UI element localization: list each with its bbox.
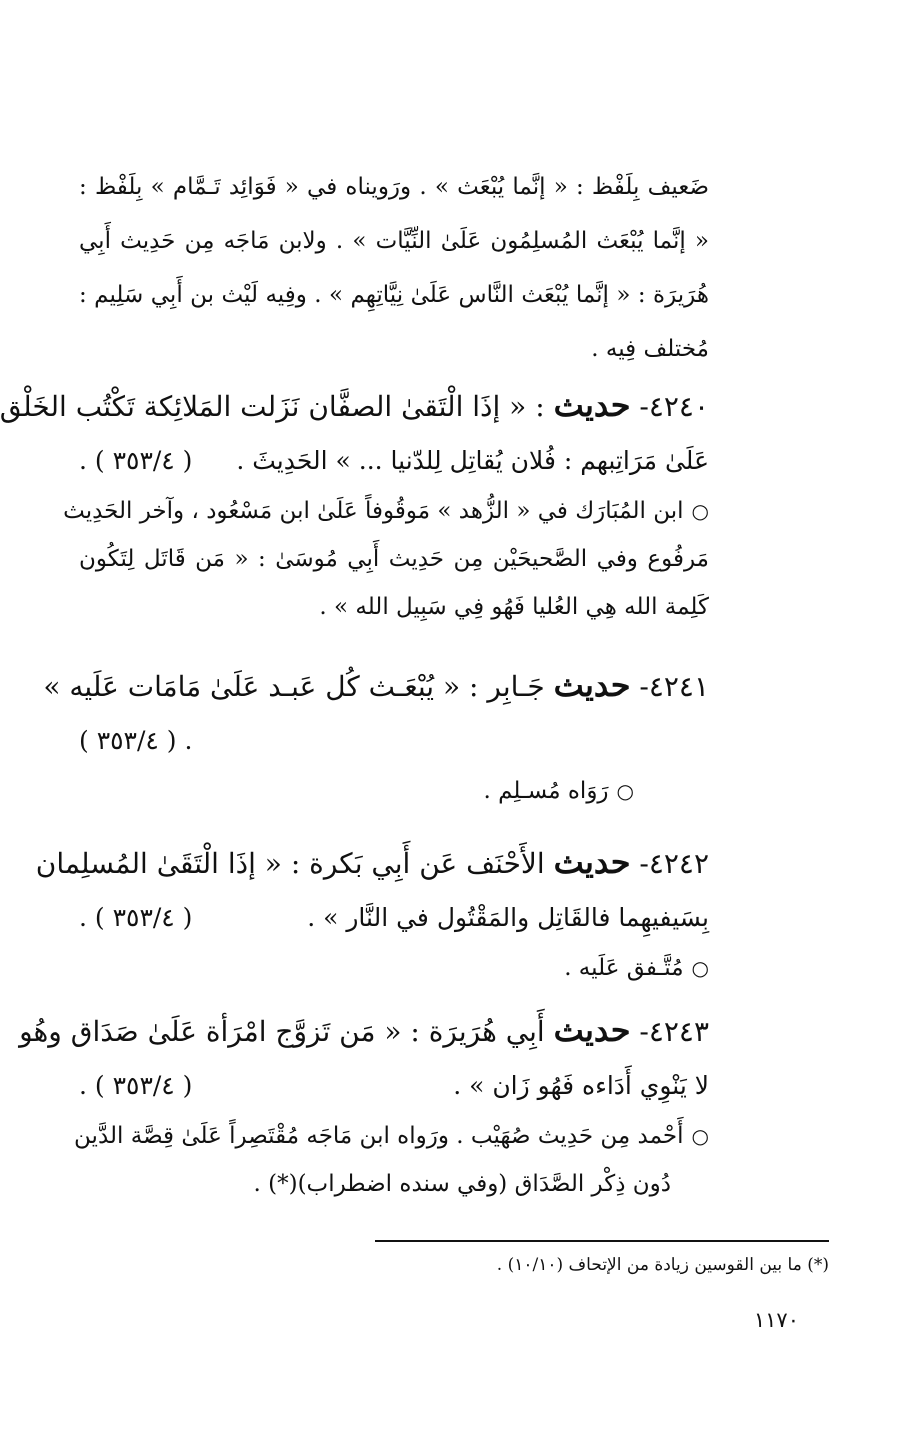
source-note [74, 1112, 709, 1160]
source-note [79, 767, 634, 815]
intro-line: « إنَّما يُبْعَث المُسلِمُون عَلَىٰ النِّيَّات » . ولابن مَاجَه مِن حَدِيث أَبِي [79, 228, 709, 254]
hadith-text: : « إذَا الْتَقىٰ الصفَّان نَزَلت المَلائِكة تَكْتُب الخَلْق [0, 390, 545, 423]
hadith-continuation [79, 1060, 709, 1112]
hadith-4242 [35, 832, 709, 992]
hadith-keyword: حديث [553, 843, 631, 881]
hadith-heading [43, 655, 709, 715]
intro-line: هُرَيرَة : « إنَّما يُبْعَث النَّاس عَلَىٰ نِيَّاتِهِم » . وفِيه لَيْث بن أَبِي سَلِيم : [79, 282, 709, 308]
source-note-line: دُون ذِكْر الصَّدَاق (وفي سنده اضطراب)(*) . [253, 1171, 671, 1197]
hadith-number: ٤٢٤٢- [639, 847, 709, 880]
hadith-heading [19, 1000, 709, 1060]
hadith-text: بِسَيفيهِما فالقَاتِل والمَقْتُول في النَّار » . [307, 903, 709, 932]
hadith-continuation [79, 715, 709, 767]
source-text: مُتَّـفق عَلَيه . [564, 955, 684, 981]
intro-paragraph [79, 160, 709, 376]
hadith-heading [35, 832, 709, 892]
footnote: (*) ما بين القوسين زيادة من الإتحاف (١٠/١٠) . [496, 1255, 829, 1275]
hadith-4241 [43, 655, 709, 815]
hadith-heading [0, 375, 709, 435]
hadith-keyword: حديث [553, 386, 631, 424]
hadith-keyword: حديث [553, 666, 631, 704]
hadith-4240 [0, 375, 709, 631]
page-number: ١١٧٠ [753, 1308, 799, 1332]
intro-line: ضَعيف بِلَفْظ : « إنَّما يُبْعَث » . ورَويناه في « فَوَائِد تَـمَّام » بِلَفْظ : [79, 174, 709, 200]
hadith-text: جَـابِر : « يُبْعَـث كُل عَبـد عَلَىٰ مَامَات عَلَيه » [43, 670, 545, 703]
source-note-line: مَرفُوع وفي الصَّحيحَيْن مِن حَدِيث أَبِي مُوسَىٰ : « مَن قَاتَل لِتَكُون [79, 546, 709, 572]
source-note [63, 487, 709, 535]
hadith-text: الأَحْنَف عَن أَبِي بَكرة : « إذَا الْتَقَىٰ المُسلِمان [35, 847, 545, 880]
hadith-continuation [79, 892, 709, 944]
hadith-text: عَلَىٰ مَرَاتِبهم : فُلان يُقاتِل لِلدّنيا ... » الحَدِيثَ . [236, 446, 709, 475]
source-note-line: كَلِمة الله هِي العُليا فَهُو فِي سَبِيل الله » . [319, 594, 709, 620]
circle-marker-icon: ○ [691, 1124, 709, 1148]
volume-reference: ( ٣٥٣/٤ ) . [79, 1071, 193, 1100]
volume-reference: . ( ٣٥٣/٤ ) [79, 726, 193, 755]
circle-marker-icon: ○ [616, 779, 634, 803]
hadith-4243 [19, 1000, 709, 1208]
hadith-number: ٤٢٤١- [639, 670, 709, 703]
source-note [79, 944, 709, 992]
circle-marker-icon: ○ [691, 499, 709, 523]
hadith-keyword: حديث [553, 1011, 631, 1049]
source-text: رَوَاه مُسـلِم . [483, 778, 609, 804]
source-text: ابن المُبَارَك في « الزُّهد » مَوقُوفاً عَلَىٰ ابن مَسْعُود ، وآخر الحَدِيث [63, 498, 684, 524]
hadith-number: ٤٢٤٣- [639, 1015, 709, 1048]
source-text: أَحْمد مِن حَدِيث صُهَيْب . ورَواه ابن مَاجَه مُقْتَصِراً عَلَىٰ قِصَّة الدَّين [74, 1123, 684, 1149]
hadith-continuation [79, 435, 709, 487]
intro-line: مُختلف فِيه . [591, 336, 709, 362]
volume-reference: ( ٣٥٣/٤ ) . [79, 903, 193, 932]
hadith-text: لا يَنْوِي أَدَاءه فَهُو زَان » . [453, 1071, 709, 1100]
footnote-divider [375, 1240, 829, 1242]
hadith-text: أَبِي هُرَيرَة : « مَن تَزوَّج امْرَأة عَلَىٰ صَدَاق وهُو [19, 1015, 545, 1048]
hadith-number: ٤٢٤٠- [639, 390, 709, 423]
circle-marker-icon: ○ [691, 956, 709, 980]
volume-reference: ( ٣٥٣/٤ ) . [79, 446, 193, 475]
